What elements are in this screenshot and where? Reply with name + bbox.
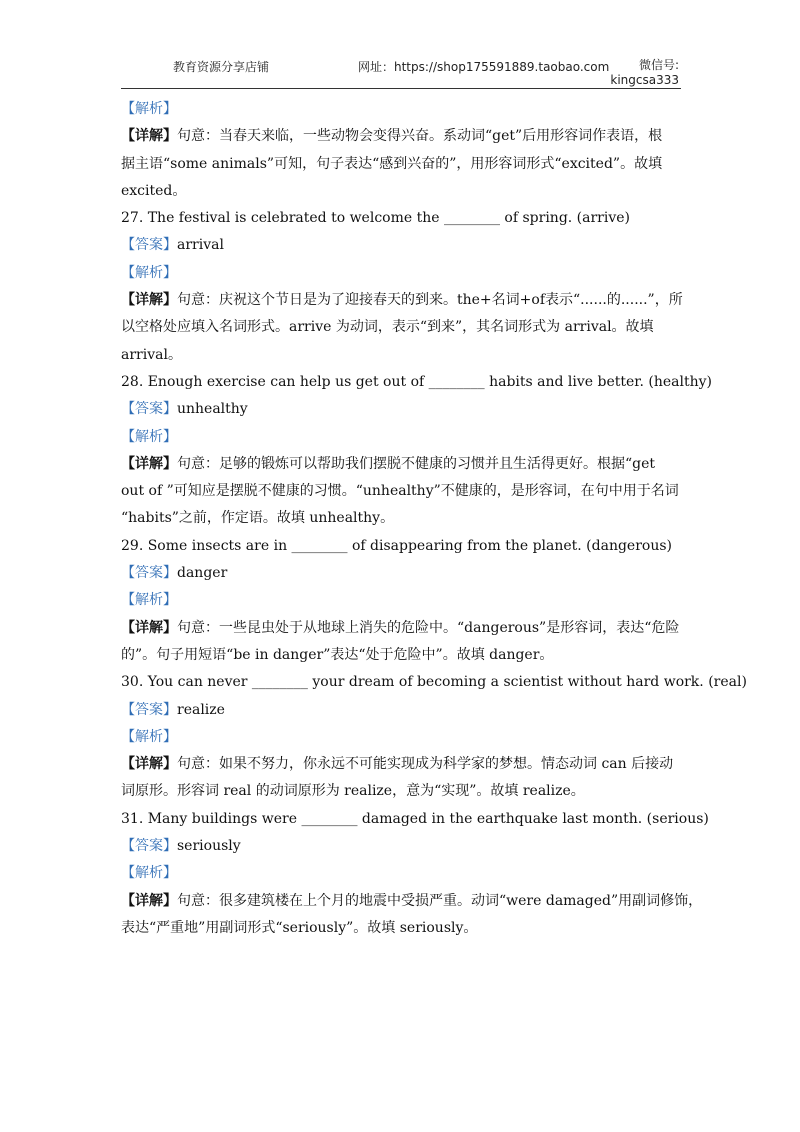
line-text: arrival。 xyxy=(121,346,182,363)
answer-tag: 【答案】 xyxy=(121,565,177,582)
line-text: 句意：庆祝这个节日是为了迎接春天的到来。the+名词+of表示“......的......”，所 xyxy=(177,292,683,309)
line-text: “habits”之前，作定语。故填 unhealthy。 xyxy=(121,510,395,527)
text-line xyxy=(121,151,687,178)
page-header xyxy=(121,56,681,90)
line-text: 据主语“some animals”可知，句子表达“感到兴奋的”，用形容词形式“excited”。故填 xyxy=(121,155,663,172)
line-text: 句意：足够的锻炼可以帮助我们摆脱不健康的习惯并且生活得更好。根据“get xyxy=(177,455,656,472)
answer-value: realize xyxy=(177,701,225,718)
line-text: excited。 xyxy=(121,182,187,199)
answer-tag: 【答案】 xyxy=(121,701,177,718)
text-line xyxy=(121,178,687,205)
line-text: 表达“严重地”用副词形式“seriously”。故填 seriously。 xyxy=(121,919,478,936)
detail-tag: 【详解】 xyxy=(121,756,177,773)
answer-value: seriously xyxy=(177,838,241,855)
text-line xyxy=(121,369,712,396)
answer-line xyxy=(121,833,687,860)
detail-tag: 【详解】 xyxy=(121,128,177,145)
line-text: 30. You can never ________ your dream of becoming a scientist without hard work. (real) xyxy=(121,674,747,691)
answer-value: unhealthy xyxy=(177,401,248,418)
text-line xyxy=(121,888,703,915)
text-line xyxy=(121,478,687,505)
answer-line xyxy=(121,697,687,724)
text-line xyxy=(121,533,687,560)
document-body xyxy=(121,96,747,942)
analysis-label xyxy=(121,260,687,287)
shop-url: 网址：https://shop175591889.taobao.com xyxy=(358,60,610,74)
line-text: 31. Many buildings were ________ damaged in the earthquake last month. (serious) xyxy=(121,810,709,827)
text-line xyxy=(121,205,687,232)
answer-tag: 【答案】 xyxy=(121,838,177,855)
line-text: 句意：如果不努力，你永远不可能实现成为科学家的梦想。情态动词 can 后接动 xyxy=(177,756,674,773)
line-text: 29. Some insects are in ________ of disappearing from the planet. (dangerous) xyxy=(121,537,673,554)
detail-tag: 【详解】 xyxy=(121,619,177,636)
line-text: 词原形。形容词 real 的动词原形为 realize，意为“实现”。故填 realize。 xyxy=(121,783,585,800)
analysis-tag: 【解析】 xyxy=(121,865,177,882)
text-line xyxy=(121,669,747,696)
line-text: 28. Enough exercise can help us get out of ________ habits and live better. (healthy) xyxy=(121,373,712,390)
analysis-tag: 【解析】 xyxy=(121,264,177,281)
line-text: 句意：当春天来临，一些动物会变得兴奋。系动词“get”后用形容词作表语，根 xyxy=(177,128,663,145)
text-line xyxy=(121,451,687,478)
analysis-label xyxy=(121,724,687,751)
analysis-tag: 【解析】 xyxy=(121,428,177,445)
wechat-info xyxy=(610,58,679,88)
answer-line xyxy=(121,232,687,259)
analysis-tag: 【解析】 xyxy=(121,728,177,745)
text-line xyxy=(121,123,687,150)
text-line xyxy=(121,287,687,314)
analysis-label xyxy=(121,860,687,887)
line-text: 句意：一些昆虫处于从地球上消失的危险中。“dangerous”是形容词，表达“危险 xyxy=(177,619,680,636)
answer-line xyxy=(121,396,687,423)
text-line xyxy=(121,915,687,942)
detail-tag: 【详解】 xyxy=(121,892,177,909)
text-line xyxy=(121,314,687,341)
analysis-tag: 【解析】 xyxy=(121,101,177,117)
text-line xyxy=(121,642,687,669)
line-text: out of ”可知应是摆脱不健康的习惯。“unhealthy”不健康的，是形容词，在句中用于名词 xyxy=(121,483,679,500)
line-text: 以空格处应填入名词形式。arrive 为动词，表示“到来”，其名词形式为 arrival。故填 xyxy=(121,319,654,336)
header-divider xyxy=(121,88,681,89)
analysis-label xyxy=(121,96,687,123)
line-text: 的”。句子用短语“be in danger”表达“处于危险中”。故填 danger。 xyxy=(121,646,554,663)
wechat-label: 微信号: xyxy=(638,58,679,72)
analysis-label xyxy=(121,587,687,614)
answer-value: arrival xyxy=(177,237,224,254)
answer-line xyxy=(121,560,687,587)
text-line xyxy=(121,778,687,805)
analysis-label xyxy=(121,424,687,451)
answer-tag: 【答案】 xyxy=(121,401,177,418)
detail-tag: 【详解】 xyxy=(121,455,177,472)
text-line xyxy=(121,342,687,369)
wechat-id: kingcsa333 xyxy=(610,73,679,87)
analysis-tag: 【解析】 xyxy=(121,592,177,609)
line-text: 27. The festival is celebrated to welcome the ________ of spring. (arrive) xyxy=(121,210,631,227)
text-line xyxy=(121,751,687,778)
text-line xyxy=(121,505,687,532)
text-line xyxy=(121,806,709,833)
detail-tag: 【详解】 xyxy=(121,292,177,309)
answer-tag: 【答案】 xyxy=(121,237,177,254)
answer-value: danger xyxy=(177,565,228,582)
text-line xyxy=(121,615,687,642)
line-text: 句意：很多建筑楼在上个月的地震中受损严重。动词“were damaged”用副词修饰， xyxy=(177,892,703,909)
shop-name: 教育资源分享店铺 xyxy=(173,60,270,74)
